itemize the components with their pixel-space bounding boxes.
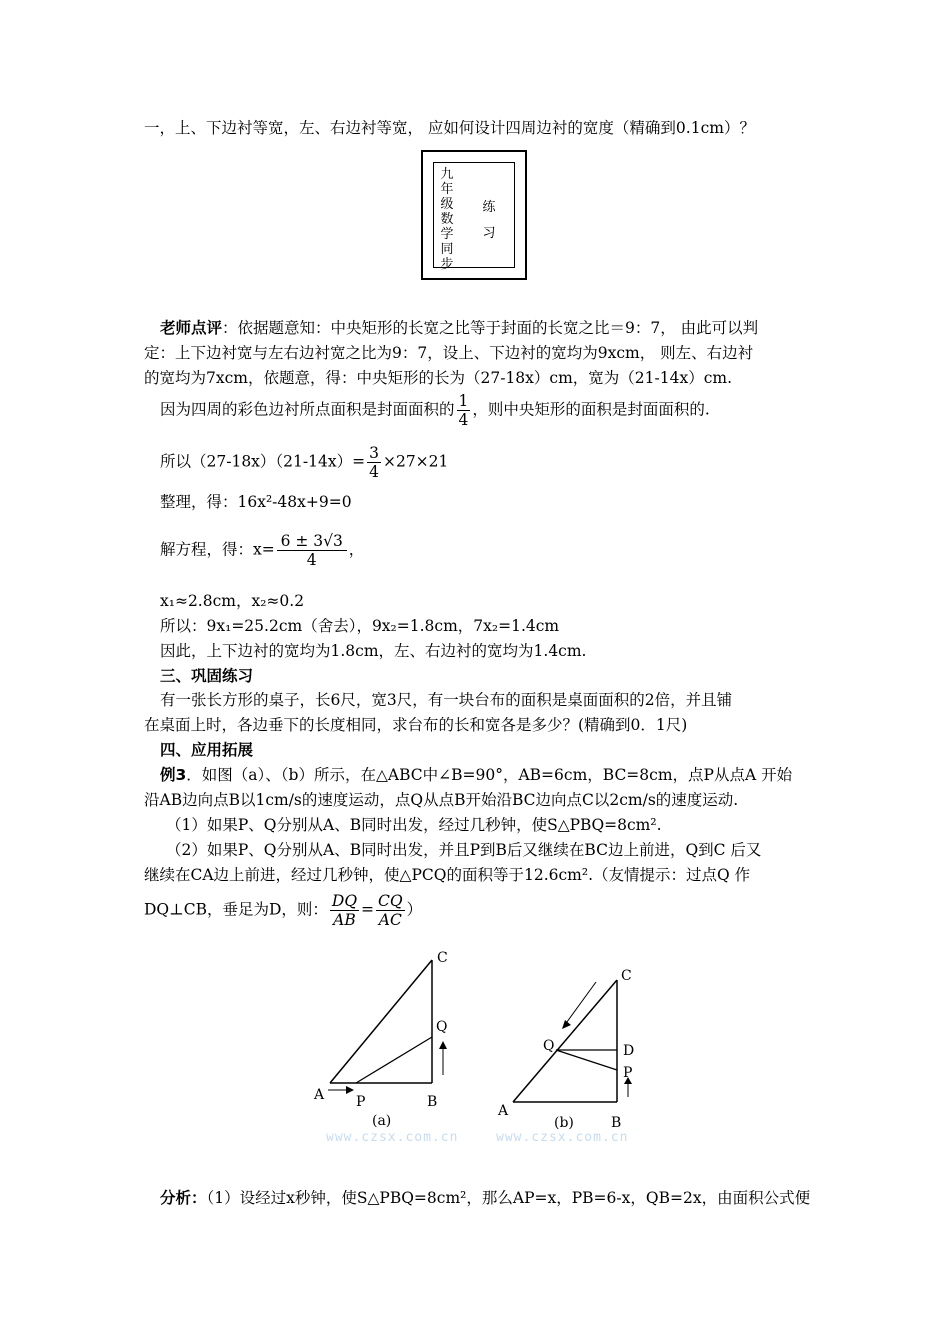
figure-a-label-b: B bbox=[427, 1094, 438, 1110]
section4-line-4: （2）如果P、Q分别从A、B同时出发，并且P到B后又继续在BC边上前进，Q到C 后又 bbox=[166, 841, 762, 859]
comment-line-5: 所以（27-18x）（21-14x）= $\frac{3}{4}$ ×27×21 bbox=[160, 444, 449, 481]
comment-label: 老师点评 bbox=[160, 319, 223, 337]
section3-line-1: 有一张长方形的桌子，长6尺，宽3尺，有一块台布的面积是桌面面积的2倍，并且铺 bbox=[160, 691, 733, 709]
figure-b-side-ac bbox=[513, 980, 617, 1102]
section4-line-3: （1）如果P、Q分别从A、B同时出发，经过几秒钟，使S△PBQ=8cm². bbox=[166, 816, 662, 834]
section3-title: 三、巩固练习 bbox=[160, 667, 254, 685]
fraction-cq-ac: $\frac{CQ}{AC}$ bbox=[378, 892, 403, 929]
example-label: 例3 bbox=[160, 766, 187, 784]
comment-line-6: 整理，得：16x²-48x+9=0 bbox=[160, 493, 352, 511]
figure-a-side-ac bbox=[330, 960, 432, 1083]
section3-line-2: 在桌面上时，各边垂下的长度相同，求台布的长和宽各是多少？(精确到0．1尺) bbox=[144, 716, 688, 734]
figure-b-label-c: C bbox=[621, 968, 632, 984]
fraction-one-quarter: $\frac{1}{4}$ bbox=[458, 392, 469, 429]
section4-line-2: 沿AB边向点B以1cm/s的速度运动，点Q从点B开始沿BC边向点C以2cm/s的速度运动. bbox=[144, 791, 739, 809]
figure-b-label-q: Q bbox=[543, 1038, 555, 1054]
figure-b-arrowhead-q bbox=[562, 1020, 571, 1029]
figure-b-label-b: B bbox=[611, 1115, 622, 1131]
figure-b-arrow-q bbox=[564, 982, 596, 1026]
fraction-dq-ab: $\frac{DQ}{AB}$ bbox=[331, 892, 358, 929]
comment-line-7: 解方程，得：x= $\frac{6 \pm 3√3}{4}$ ， bbox=[160, 532, 365, 569]
figure-a-label-q: Q bbox=[436, 1019, 448, 1035]
figure-a-arrowhead-p bbox=[346, 1086, 354, 1094]
comment-line-9: 所以：9x₁=25.2cm（舍去），9x₂=1.8cm，7x₂=1.4cm bbox=[160, 617, 560, 635]
figure-a-label-p: P bbox=[356, 1094, 366, 1110]
cover-right-vertical-text: 练 习 bbox=[482, 200, 496, 241]
figure-b-label-a: A bbox=[498, 1103, 509, 1119]
figure-b-label-d: D bbox=[623, 1043, 635, 1059]
figure-b-caption: (b) bbox=[554, 1115, 574, 1131]
fraction-solution: $\frac{6 \pm 3√3}{4}$ bbox=[277, 532, 347, 569]
figure-a-label-c: C bbox=[437, 950, 448, 966]
watermark-left: www.czsx.com.cn bbox=[326, 1130, 459, 1145]
figure-a-segment-pq bbox=[356, 1037, 432, 1083]
fraction-three-quarters: $\frac{3}{4}$ bbox=[369, 444, 379, 481]
figure-a-diagram bbox=[300, 945, 480, 1135]
analysis-line: 分析：（1）设经过x秒钟，使S△PBQ=8cm²，那么AP=x，PB=6-x，QB=2x，由面积公式便 bbox=[160, 1189, 811, 1207]
comment-line-3: 的宽均为7xcm，依题意，得：中央矩形的长为（27-18x）cm，宽为（21-14x）cm. bbox=[144, 369, 733, 387]
comment-line-4: 因为四周的彩色边衬所点面积是封面面积的 $\frac{1}{4}$ ，则中央矩形的面积是封面面积的. bbox=[160, 392, 710, 429]
figure-b-diagram bbox=[490, 962, 660, 1137]
book-cover-inner-frame bbox=[433, 162, 515, 272]
cover-left-vertical-text: 九 年 级 数 学 同 步 bbox=[440, 167, 454, 272]
comment-line-8: x₁≈2.8cm，x₂≈0.2 bbox=[160, 592, 305, 610]
figure-b-label-p: P bbox=[623, 1065, 633, 1081]
figure-a-caption: (a) bbox=[372, 1113, 392, 1129]
section4-line-1: 例3．如图（a）、（b）所示，在△ABC中∠B=90°，AB=6cm，BC=8cm，点P从点A 开始 bbox=[160, 766, 793, 784]
figure-a-arrowhead-q bbox=[439, 1041, 447, 1049]
figure-a-label-a: A bbox=[314, 1087, 325, 1103]
comment-line-2: 定：上下边衬宽与左右边衬宽之比为9：7，设上、下边衬的宽均为9xcm， 则左、右边衬 bbox=[144, 344, 754, 362]
figure-b-segment-qp bbox=[556, 1050, 617, 1070]
book-cover-figure bbox=[421, 150, 527, 280]
comment-line-1: 老师点评：依据题意知：中央矩形的长宽之比等于封面的长宽之比＝9：7， 由此可以判 bbox=[160, 319, 759, 337]
watermark-right: www.czsx.com.cn bbox=[496, 1130, 629, 1145]
comment-line-10: 因此，上下边衬的宽均为1.8cm，左、右边衬的宽均为1.4cm. bbox=[160, 642, 587, 660]
intro-question: 一，上、下边衬等宽，左、右边衬等宽， 应如何设计四周边衬的宽度（精确到0.1cm）？ bbox=[144, 119, 755, 137]
analysis-label: 分析： bbox=[160, 1189, 207, 1207]
section4-title: 四、应用拓展 bbox=[160, 741, 254, 759]
section4-line-5: 继续在CA边上前进，经过几秒钟，使△PCQ的面积等于12.6cm².（友情提示：过点Q 作 bbox=[144, 866, 751, 884]
section4-line-6: DQ⊥CB，垂足为D，则： $\frac{DQ}{AB}$ = $\frac{CQ}{AC}$ ） bbox=[144, 892, 423, 929]
